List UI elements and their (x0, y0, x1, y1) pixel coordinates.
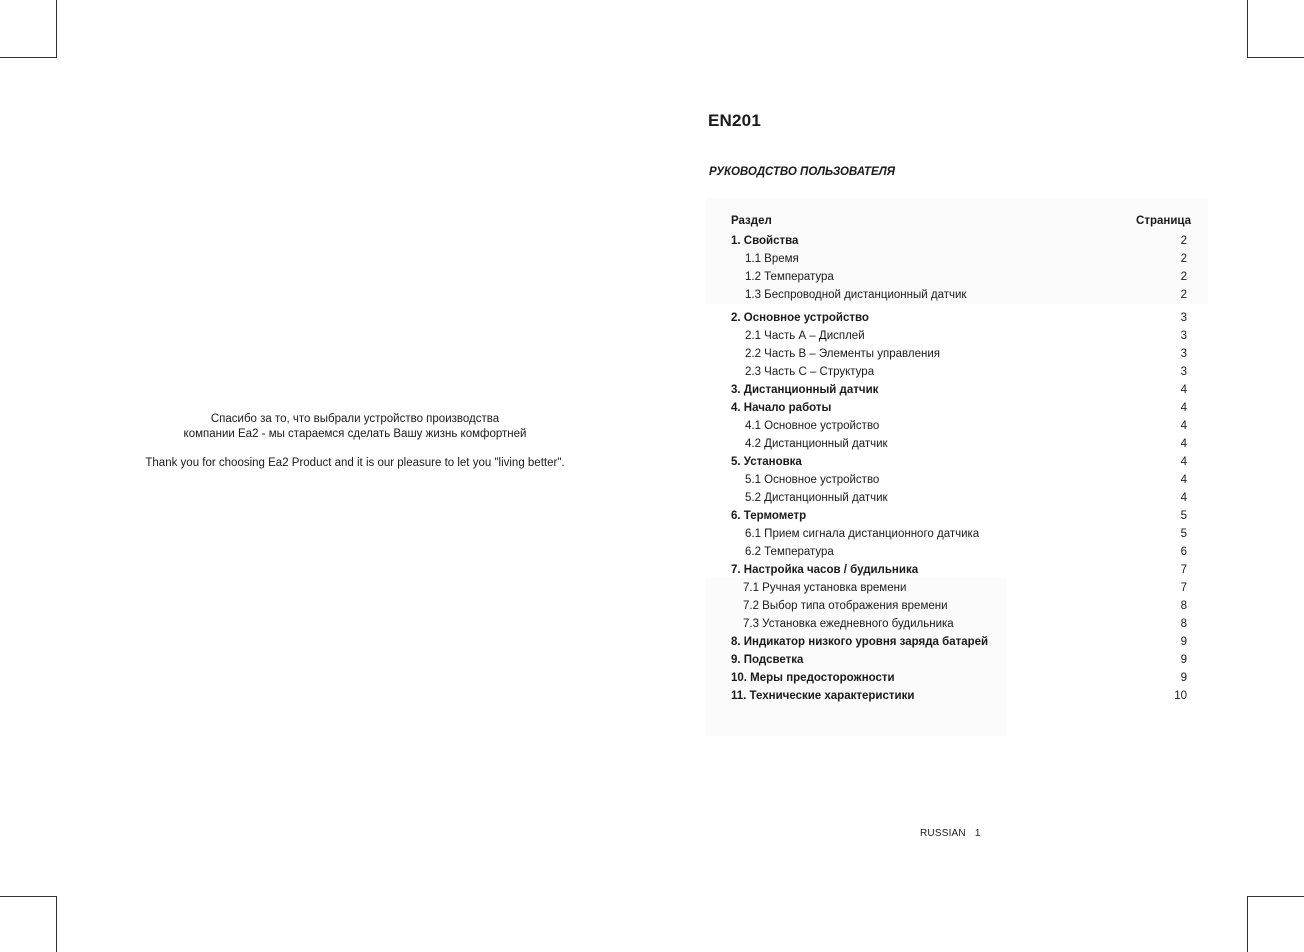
toc-entry-page: 2 (1180, 289, 1187, 301)
toc-entry-title: 5.2 Дистанционный датчик (745, 492, 888, 504)
toc-entry (731, 364, 1187, 380)
crop-mark-bottom-right-v (1247, 896, 1248, 952)
toc-entry (731, 454, 1187, 470)
toc-header-section: Раздел (731, 215, 772, 227)
model-title: EN201 (708, 111, 761, 130)
toc-entry (731, 346, 1187, 362)
thank-you-en-line: Thank you for choosing Ea2 Product and it is our pleasure to let you "living better". (145, 457, 565, 469)
toc-entry-page: 2 (1180, 271, 1187, 283)
footer-language: RUSSIAN (920, 828, 966, 839)
toc-entry-page: 4 (1180, 456, 1187, 468)
toc-entry-page: 3 (1180, 330, 1187, 342)
toc-entry-page: 4 (1180, 438, 1187, 450)
toc-entry-title: 7. Настройка часов / будильника (731, 564, 919, 576)
toc-entry-title: 4.2 Дистанционный датчик (745, 438, 888, 450)
toc-entry-page: 7 (1180, 564, 1187, 576)
toc-entry (731, 544, 1187, 560)
toc-entry-page: 2 (1180, 235, 1187, 247)
crop-mark-top-right-h (1247, 57, 1304, 58)
toc-entry-page: 3 (1180, 312, 1187, 324)
toc-entry-title: 4.1 Основное устройство (745, 420, 880, 432)
toc-entry (731, 616, 1187, 632)
toc-entry-page: 4 (1180, 420, 1187, 432)
toc-entry-page: 5 (1180, 510, 1187, 522)
toc-entry (731, 598, 1187, 614)
toc-entry-title: 1.2 Температура (745, 271, 834, 283)
toc-entry-page: 3 (1180, 348, 1187, 360)
toc-entry-title: 7.3 Установка ежедневного будильника (743, 618, 954, 630)
toc-entry-title: 9. Подсветка (731, 654, 804, 666)
toc-entry-page: 7 (1180, 582, 1187, 594)
toc-entry-page: 9 (1180, 636, 1187, 648)
toc-entry (731, 508, 1187, 524)
crop-mark-bottom-right-h (1247, 896, 1304, 897)
toc-entry-page: 8 (1180, 618, 1187, 630)
toc-entry-title: 6.1 Прием сигнала дистанционного датчика (745, 528, 980, 540)
toc-entry-title: 5. Установка (731, 456, 802, 468)
toc-entry-title: 11. Технические характеристики (731, 690, 915, 702)
toc-entry-title: 1.1 Время (745, 253, 799, 265)
toc-entry-title: 3. Дистанционный датчик (731, 384, 879, 396)
toc-entry (731, 562, 1187, 578)
toc-entry-title: 6. Термометр (731, 510, 807, 522)
toc-entry-title: 2. Основное устройство (731, 312, 869, 324)
toc-entry-page: 4 (1180, 402, 1187, 414)
toc-entry-page: 4 (1180, 474, 1187, 486)
toc-entry-page: 3 (1180, 366, 1187, 378)
toc-entry-title: 1.3 Беспроводной дистанционный датчик (745, 289, 967, 301)
toc-entry-page: 9 (1180, 672, 1187, 684)
toc-entry (731, 670, 1187, 686)
toc-entry (731, 436, 1187, 452)
toc-entry (731, 472, 1187, 488)
toc-entry (731, 634, 1187, 650)
toc-entry (731, 400, 1187, 416)
toc-entry-page: 9 (1180, 654, 1187, 666)
toc-entry (731, 269, 1187, 285)
thank-you-ru-line-2: компании Ea2 - мы стараемся сделать Вашу жизнь комфортней (183, 428, 527, 440)
toc-entry-title: 2.1 Часть А – Дисплей (745, 330, 865, 342)
toc-entry (731, 310, 1187, 326)
toc-header (731, 215, 1191, 231)
manual-subtitle: РУКОВОДСТВО ПОЛЬЗОВАТЕЛЯ (709, 166, 896, 178)
crop-mark-bottom-left-v (56, 896, 57, 952)
crop-mark-top-left-v (56, 0, 57, 57)
toc-header-page: Страница (1136, 215, 1191, 227)
toc-entry-title: 5.1 Основное устройство (745, 474, 880, 486)
toc-entry (731, 526, 1187, 542)
toc-entry (731, 382, 1187, 398)
toc-entry (731, 580, 1187, 596)
toc-entry-title: 1. Свойства (731, 235, 799, 247)
toc-entry (731, 233, 1187, 249)
toc-entry-title: 4. Начало работы (731, 402, 832, 414)
toc-entry (731, 418, 1187, 434)
crop-mark-top-left-h (0, 57, 57, 58)
toc-entry-page: 6 (1180, 546, 1187, 558)
thank-you-ru-line-1: Спасибо за то, что выбрали устройство производства (210, 413, 500, 425)
toc-entry (731, 328, 1187, 344)
toc-entry (731, 688, 1187, 704)
crop-mark-bottom-left-h (0, 896, 57, 897)
thank-you-message (110, 412, 600, 471)
toc-entry-page: 2 (1180, 253, 1187, 265)
page-footer (920, 828, 981, 839)
toc-entry-page: 10 (1174, 690, 1187, 702)
toc-entry-title: 2.3 Часть С – Структура (745, 366, 875, 378)
toc-entry-page: 4 (1180, 492, 1187, 504)
toc-entry-page: 4 (1180, 384, 1187, 396)
toc-entry-title: 8. Индикатор низкого уровня заряда батарей (731, 636, 989, 648)
toc-entry (731, 490, 1187, 506)
footer-page-number: 1 (974, 828, 981, 839)
toc-entry-title: 10. Меры предосторожности (731, 672, 895, 684)
toc-entry (731, 251, 1187, 267)
toc-entry (731, 287, 1187, 303)
toc-entry-title: 2.2 Часть В – Элементы управления (745, 348, 940, 360)
toc-entry (731, 652, 1187, 668)
toc-entry-page: 8 (1180, 600, 1187, 612)
toc-entry-title: 7.2 Выбор типа отображения времени (743, 600, 948, 612)
crop-mark-top-right-v (1247, 0, 1248, 57)
toc-entry-title: 7.1 Ручная установка времени (743, 582, 907, 594)
toc-entry-title: 6.2 Температура (745, 546, 834, 558)
toc-entry-page: 5 (1180, 528, 1187, 540)
